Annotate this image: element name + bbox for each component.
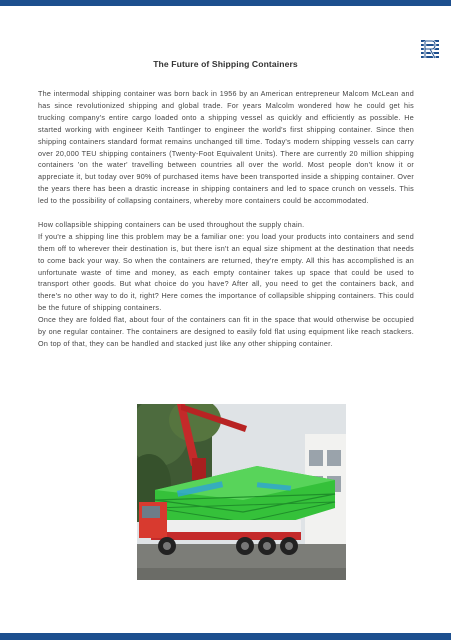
company-logo-icon — [420, 38, 440, 60]
article-body — [38, 88, 414, 350]
truck-with-folded-green-container-photo — [137, 404, 346, 580]
paragraph-history: The intermodal shipping container was born back in 1956 by an American entrepreneur Malcom McLean and has since revolutionized shipping and global trade. For years Malcolm wondered how he could get his trucking company's entire cargo loaded onto a shipping vessel as quickly and efficiently as possible. He started working with engineer Keith Tantlinger to engineer the world's first shipping container. Since then shipping containers standard format remains unchanged till time. Today's modern shipping vessels can carry over 20,000 TEU shipping containers (Twenty-Foot Equivalent Units). There are currently 20 million shipping containers 'on the water' travelling between countries all over the world. Most people don't know it or appreciate it, but today over 90% of purchased items have been transported inside a shipping container. Over the years there has been a drastic increase in shipping containers and led to space crunch on vessels. This led to the possibility of collapsing containers, whereby more containers could be accommodated. — [38, 89, 414, 206]
header-band — [0, 0, 451, 6]
footer-band — [0, 633, 451, 640]
paragraph-subheading: How collapsible shipping containers can be used throughout the supply chain. — [38, 219, 305, 229]
paragraph-spacer — [38, 207, 414, 219]
document-title: The Future of Shipping Containers — [153, 59, 298, 69]
paragraph-folding: Once they are folded flat, about four of the containers can fit in the space that would otherwise be occupied by one regular container. The containers are designed to easily fold flat using equipment like reach stackers. On top of that, they can be handled and stacked just like any other shipping container. — [38, 315, 414, 349]
paragraph-problem: If you're a shipping line this problem may be a familiar one: you load your products into containers and send them off to wherever their destination is, but there isn't an equal size shipment at the destination that needs to come back your way. So when the containers are returned, they're empty. All this has accomplished is an unfortunate waste of time and money, as each empty container takes up space that could be used to transport other goods. But what choice do you have? After all, you need to get the containers back, and there's no other way to do it, right? Here comes the importance of collapsible shipping containers. This could be the future of shipping containers. — [38, 231, 414, 313]
